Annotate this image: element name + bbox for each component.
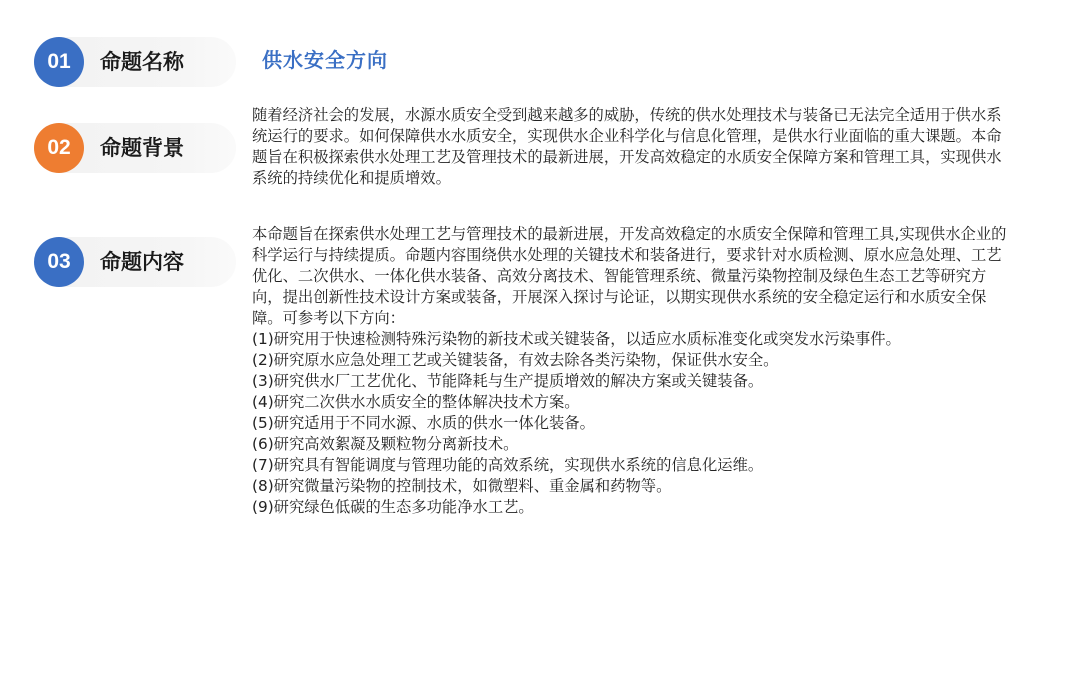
direction-list [252, 329, 1012, 518]
section-number-badge: 02 [34, 123, 84, 173]
section-label-text: 命题内容 [100, 250, 184, 274]
section-label-content [34, 237, 236, 287]
content-block [252, 224, 1012, 518]
section-label-name [34, 37, 236, 87]
section-number-badge: 01 [34, 37, 84, 87]
list-item: (2)研究原水应急处理工艺或关键装备，有效去除各类污染物，保证供水安全。 [252, 351, 779, 369]
list-item: (8)研究微量污染物的控制技术，如微塑料、重金属和药物等。 [252, 477, 672, 495]
content-intro: 本命题旨在探索供水处理工艺与管理技术的最新进展，开发高效稳定的水质安全保障和管理工具,实现供水企业的科学运行与持续提质。命题内容围绕供水处理的关键技术和装备进行，要求针对水质检测、原水应急处理、工艺优化、二次供水、一体化供水装备、高效分离技术、智能管理系统、微量污染物控制及绿色生态工艺等研究方向，提出创新性技术设计方案或装备，开展深入探讨与论证，以期实现供水系统的安全稳定运行和水质安全保障。可参考以下方向： [252, 225, 1007, 327]
list-item: (6)研究高效絮凝及颗粒物分离新技术。 [252, 435, 519, 453]
list-item: (7)研究具有智能调度与管理功能的高效系统，实现供水系统的信息化运维。 [252, 456, 764, 474]
section-label-background [34, 123, 236, 173]
section-label-text: 命题背景 [100, 136, 184, 160]
background-paragraph [252, 105, 1012, 189]
list-item: (1)研究用于快速检测特殊污染物的新技术或关键装备，以适应水质标准变化或突发水污染事件。 [252, 330, 901, 348]
list-item: (9)研究绿色低碳的生态多功能净水工艺。 [252, 498, 534, 516]
section-label-text: 命题名称 [100, 50, 184, 74]
list-item: (3)研究供水厂工艺优化、节能降耗与生产提质增效的解决方案或关键装备。 [252, 372, 764, 390]
background-text: 随着经济社会的发展，水源水质安全受到越来越多的威胁，传统的供水处理技术与装备已无法完全适用于供水系统运行的要求。如何保障供水水质安全，实现供水企业科学化与信息化管理，是供水行业面临的重大课题。本命题旨在积极探索供水处理工艺及管理技术的最新进展，开发高效稳定的水质安全保障方案和管理工具，实现供水系统的持续优化和提质增效。 [252, 106, 1002, 187]
proposition-title: 供水安全方向 [262, 48, 388, 72]
list-item: (5)研究适用于不同水源、水质的供水一体化装备。 [252, 414, 595, 432]
list-item: (4)研究二次供水水质安全的整体解决技术方案。 [252, 393, 580, 411]
section-number-badge: 03 [34, 237, 84, 287]
